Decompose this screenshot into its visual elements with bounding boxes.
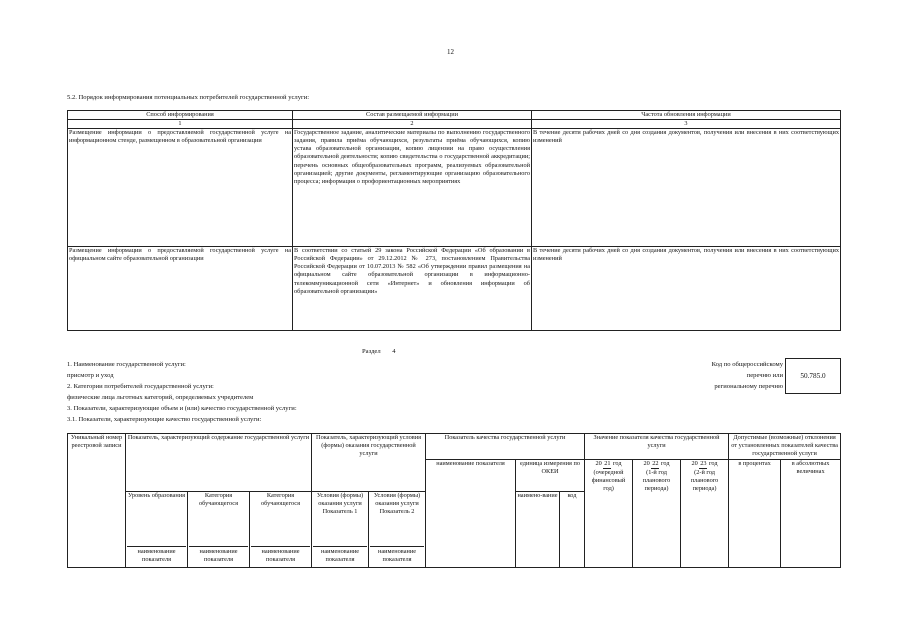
row-frequency: В течение десяти рабочих дней со дня создания документов, получения или внесения в них соответствующих изменений: [532, 129, 841, 247]
col-condition-2-title: Условия (формы) оказания услуги Показатель 2: [373, 492, 421, 516]
code-label-2: перечню или: [746, 372, 783, 379]
col-category-2: [250, 492, 312, 568]
year-2-note: (1-й год планового периода): [642, 469, 671, 493]
row-content: Государственное задание, аналитические материалы по выполнению государственного задания, правила приёма обучающихся, результаты приёма обучающихся, копию устава образовательной организации, копию лицензии на право осуществления образовательной деятельности; копию свидетельства о государственной аккредитации; перечень основных общеобразовательных программ, реализуемых образовательной организацией; другие документы, регламентирующие организацию образовательного процесса; информация о профориентационных мероприятиях: [293, 129, 532, 247]
year-1-prefix: 20: [595, 460, 602, 467]
col-category-2-name: наименование показателя: [251, 546, 310, 564]
header-content: Состав размещаемой информации: [293, 111, 532, 120]
header-deviation-absolute: в абсолютных величинах: [781, 460, 841, 568]
table-row: [68, 129, 841, 247]
service-name: присмотр и уход: [67, 372, 114, 379]
year-1-note: (очередной финансовый год): [591, 469, 626, 493]
consumers-value: физические лица льготных категорий, определяемых учредителем: [67, 394, 254, 401]
col-number: 1: [68, 120, 293, 129]
year-2-number: 22: [651, 460, 659, 469]
service-name-label: 1. Наименование государственной услуги:: [67, 361, 186, 368]
table-header-row: [68, 111, 841, 120]
year-3-note: (2-й год планового периода): [690, 469, 719, 493]
header-deviation: Допустимые (возможные) отклонения от установленных показателей качества государственной услуги: [729, 434, 841, 460]
row-method: Размещение информации о предоставляемой государственной услуге на официальном сайте образовательной организации: [68, 247, 293, 331]
col-unit-code: код: [560, 492, 585, 568]
registry-code: 50.785.0: [800, 372, 826, 380]
consumers-label: 2. Категории потребителей государственной услуги:: [67, 383, 214, 390]
year-2-suffix: год: [660, 460, 670, 467]
header-deviation-percent: в процентах: [729, 460, 781, 568]
col-category-2-title: Категория обучающегося: [261, 492, 300, 508]
table-numbers-row: [68, 120, 841, 129]
header-content-indicator: Показатель, характеризующий содержание государственной услуги: [126, 434, 312, 492]
table-header-row: [68, 434, 841, 460]
section-5-2-heading: 5.2. Порядок информирования потенциальных потребителей государственной услуги:: [67, 94, 310, 101]
indicators-label: 3. Показатели, характеризующие объем и (или) качество государственной услуги:: [67, 405, 297, 412]
col-level-name: наименование показателя: [127, 546, 186, 564]
header-unique-number: Уникальный номер реестровой записи: [68, 434, 126, 568]
code-label-1: Код по общероссийскому: [711, 361, 783, 368]
row-content: В соответствии со статьей 29 закона Российской Федерации «Об образовании в Российской Федерации» от 29.12.2012 № 273, постановлением Правительства Российской Федерации от 10.07.2013 № 582 «Об утверждении правил размещения на официальном сайте образовательной организации в информационно-телекоммуникационной сети «Интернет» и обновления информации об образовательной организации»: [293, 247, 532, 331]
header-year-3: [681, 460, 729, 568]
header-frequency: Частота обновления информации: [532, 111, 841, 120]
header-conditions-indicator: Показатель, характеризующий условия (формы) оказания государственной услуги: [312, 434, 426, 492]
section-title: [362, 348, 396, 356]
row-method: Размещение информации о предоставляемой государственной услуге на информационном стенде, размещенном в образовательной организации: [68, 129, 293, 247]
section-number: 4: [392, 348, 396, 355]
year-3-suffix: год: [708, 460, 718, 467]
table-row: [68, 247, 841, 331]
header-values: Значение показателя качества государственной услуги: [585, 434, 729, 460]
col-category-1-name: наименование показателя: [189, 546, 248, 564]
quality-indicators-label: 3.1. Показатели, характеризующие качество государственной услуги:: [67, 416, 262, 423]
registry-code-box: [785, 358, 841, 394]
col-condition-2: [369, 492, 426, 568]
col-category-1: [188, 492, 250, 568]
code-label-3: региональному перечню: [714, 383, 783, 390]
page-number: 12: [447, 48, 454, 56]
col-number: 2: [293, 120, 532, 129]
col-condition-1-title: Условия (формы) оказания услуги Показатель 1: [316, 492, 364, 516]
col-unit-name: наимено-вание: [516, 492, 560, 568]
year-1-suffix: год: [612, 460, 622, 467]
year-2-prefix: 20: [643, 460, 650, 467]
col-number: 3: [532, 120, 841, 129]
section-label: Раздел: [362, 348, 381, 355]
header-quality-indicator: Показатель качества государственной услуги: [426, 434, 585, 460]
year-1-number: 21: [603, 460, 611, 469]
col-level-title: Уровень образования: [128, 492, 185, 499]
year-3-number: 23: [699, 460, 707, 469]
header-year-1: [585, 460, 633, 568]
header-method: Способ информирования: [68, 111, 293, 120]
col-condition-1: [312, 492, 369, 568]
header-unit: единица измерения по ОКЕИ: [516, 460, 585, 492]
year-3-prefix: 20: [691, 460, 698, 467]
col-category-1-title: Категория обучающегося: [199, 492, 238, 508]
information-table: [67, 110, 841, 331]
quality-table: [67, 433, 841, 568]
header-year-2: [633, 460, 681, 568]
row-frequency: В течение десяти рабочих дней со дня создания документов, получения или внесения в них соответствующих изменений: [532, 247, 841, 331]
col-condition-2-name: наименование показателя: [370, 546, 424, 564]
header-indicator-name: наименование показателя: [426, 460, 516, 568]
col-condition-1-name: наименование показателя: [313, 546, 367, 564]
col-level: [126, 492, 188, 568]
